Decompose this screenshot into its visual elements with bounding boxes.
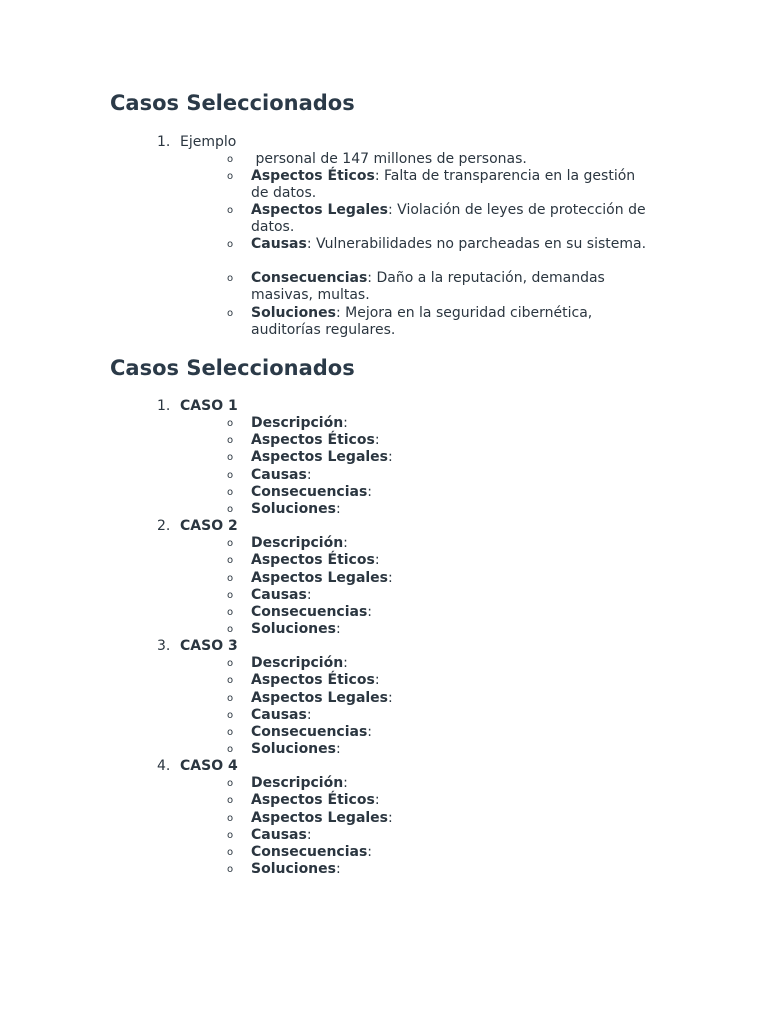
case-item bbox=[0, 638, 768, 655]
sub-item-label: Aspectos Legales bbox=[251, 449, 389, 466]
bullet-icon: o bbox=[227, 778, 234, 790]
sub-item-label: Consecuencias bbox=[251, 723, 368, 740]
sub-item-label: Consecuencias bbox=[251, 603, 368, 620]
bullet-icon: o bbox=[227, 435, 234, 447]
sub-item-text: : Violación de leyes de protección de datos. bbox=[251, 202, 646, 235]
bullet-icon: o bbox=[227, 812, 234, 824]
sub-item-label: Causas bbox=[251, 706, 307, 723]
bullet-icon: o bbox=[227, 469, 234, 481]
sub-item-text: : bbox=[388, 449, 393, 466]
bullet-icon: o bbox=[227, 623, 234, 635]
sub-item-text: : bbox=[374, 792, 380, 809]
sub-item-label: Aspectos Legales bbox=[251, 569, 389, 586]
bullet-icon: o bbox=[227, 744, 234, 755]
sub-item-label: Descripción bbox=[251, 775, 344, 792]
sub-item-text: : Falta de transparencia en la gestión de datos. bbox=[251, 168, 636, 201]
sub-item-label: Aspectos Éticos bbox=[251, 168, 375, 184]
sub-item-label: Causas bbox=[251, 826, 307, 843]
sub-item-label: Consecuencias bbox=[251, 483, 368, 500]
sub-item-text: : Vulnerabilidades no parcheadas en su sistema. bbox=[306, 236, 647, 252]
sub-item-label: Causas bbox=[251, 466, 307, 483]
sub-item-label: Aspectos Éticos bbox=[251, 552, 375, 569]
sub-item-text: : bbox=[335, 861, 341, 878]
sub-item-text: : bbox=[388, 809, 393, 826]
sub-item-label: Soluciones bbox=[251, 861, 336, 878]
sub-item-text: : bbox=[388, 689, 393, 706]
sub-item-text: : Mejora en la seguridad cibernética, auditorías regulares. bbox=[251, 305, 593, 338]
sub-item-text: : bbox=[343, 655, 348, 672]
sub-item-label: Aspectos Éticos bbox=[251, 432, 375, 449]
item-number: 1. bbox=[157, 398, 171, 414]
sub-item-text: : bbox=[306, 826, 312, 843]
case-item bbox=[0, 758, 768, 775]
bullet-icon: o bbox=[227, 486, 234, 498]
section-heading: Casos Seleccionados bbox=[110, 356, 355, 380]
bullet-icon: o bbox=[227, 538, 234, 550]
bullet-icon: o bbox=[227, 795, 234, 807]
sub-item-label: Soluciones bbox=[251, 620, 336, 637]
sub-item-label: Aspectos Éticos bbox=[251, 672, 375, 689]
case-title: CASO 2 bbox=[180, 518, 238, 535]
sub-item-label: Causas bbox=[251, 236, 307, 252]
bullet-icon: o bbox=[227, 658, 234, 670]
sub-item-text: : bbox=[343, 535, 348, 552]
case-item bbox=[0, 518, 768, 535]
section-heading: Casos Seleccionados bbox=[110, 91, 355, 115]
bullet-icon: o bbox=[227, 864, 234, 876]
bullet-icon: o bbox=[227, 555, 234, 567]
sub-item-text: : bbox=[388, 569, 393, 586]
item-label: Ejemplo bbox=[180, 134, 237, 150]
sub-item-text: : bbox=[306, 586, 312, 603]
sub-item-text: : bbox=[306, 466, 312, 483]
sub-item-text: : bbox=[343, 415, 348, 432]
bullet-icon: o bbox=[227, 572, 234, 584]
sub-item-label: Aspectos Legales bbox=[251, 809, 389, 826]
case-title: CASO 4 bbox=[180, 758, 238, 775]
sub-item-text: : Daño a la reputación, demandas masivas, multas. bbox=[251, 270, 605, 303]
bullet-icon: o bbox=[227, 829, 234, 841]
item-number: 2. bbox=[157, 518, 171, 535]
bullet-icon: o bbox=[227, 675, 234, 687]
sub-item-label: Descripción bbox=[251, 415, 344, 432]
bullet-icon: o bbox=[227, 726, 234, 738]
item-number: 3. bbox=[157, 638, 171, 655]
sub-item-label: Causas bbox=[251, 586, 307, 603]
sub-item-text: : bbox=[374, 672, 380, 689]
bullet-icon: o bbox=[227, 606, 234, 618]
item-number: 4. bbox=[157, 758, 171, 775]
sub-item-text: : bbox=[306, 706, 312, 723]
sub-item-text: : bbox=[367, 483, 373, 500]
bullet-icon: o bbox=[227, 503, 234, 515]
sub-item-text: : bbox=[367, 843, 373, 860]
sub-item-text: : bbox=[374, 552, 380, 569]
bullet-icon: o bbox=[227, 589, 234, 601]
sub-item-text: : bbox=[343, 775, 348, 792]
sub-item-text: personal de 147 millones de personas. bbox=[251, 151, 527, 167]
sub-item-label: Aspectos Éticos bbox=[251, 792, 375, 809]
sub-item-label: Consecuencias bbox=[251, 270, 368, 286]
sub-item-text: : bbox=[367, 603, 373, 620]
sub-item-text: : bbox=[335, 620, 341, 637]
sub-item-text: : bbox=[367, 723, 373, 740]
sub-item-label: Consecuencias bbox=[251, 843, 368, 860]
numbered-item bbox=[0, 134, 768, 151]
bullet-icon: o bbox=[227, 273, 234, 284]
sub-item-label: Aspectos Legales bbox=[251, 202, 389, 218]
sub-item-label: Soluciones bbox=[251, 741, 336, 757]
case-title: CASO 1 bbox=[180, 398, 238, 414]
sub-item-text: : bbox=[374, 432, 380, 449]
bullet-icon: o bbox=[227, 308, 234, 319]
sub-item-label: Soluciones bbox=[251, 305, 336, 321]
bullet-icon: o bbox=[227, 709, 234, 721]
bullet-icon: o bbox=[227, 205, 234, 216]
bullet-icon: o bbox=[227, 171, 234, 182]
bullet-icon: o bbox=[227, 239, 234, 250]
case-item bbox=[0, 398, 768, 415]
bullet-icon: o bbox=[227, 846, 234, 858]
sub-item-label: Descripción bbox=[251, 535, 344, 552]
sub-item-text: : bbox=[335, 500, 341, 517]
sub-item-label: Aspectos Legales bbox=[251, 689, 389, 706]
bullet-icon: o bbox=[227, 418, 234, 430]
sub-item-label: Soluciones bbox=[251, 500, 336, 517]
item-number: 1. bbox=[157, 134, 171, 150]
bullet-icon: o bbox=[227, 154, 234, 165]
bullet-icon: o bbox=[227, 692, 234, 704]
sub-item-text: : bbox=[335, 741, 341, 757]
sub-item-label: Descripción bbox=[251, 655, 344, 672]
bullet-icon: o bbox=[227, 452, 234, 464]
case-title: CASO 3 bbox=[180, 638, 238, 655]
